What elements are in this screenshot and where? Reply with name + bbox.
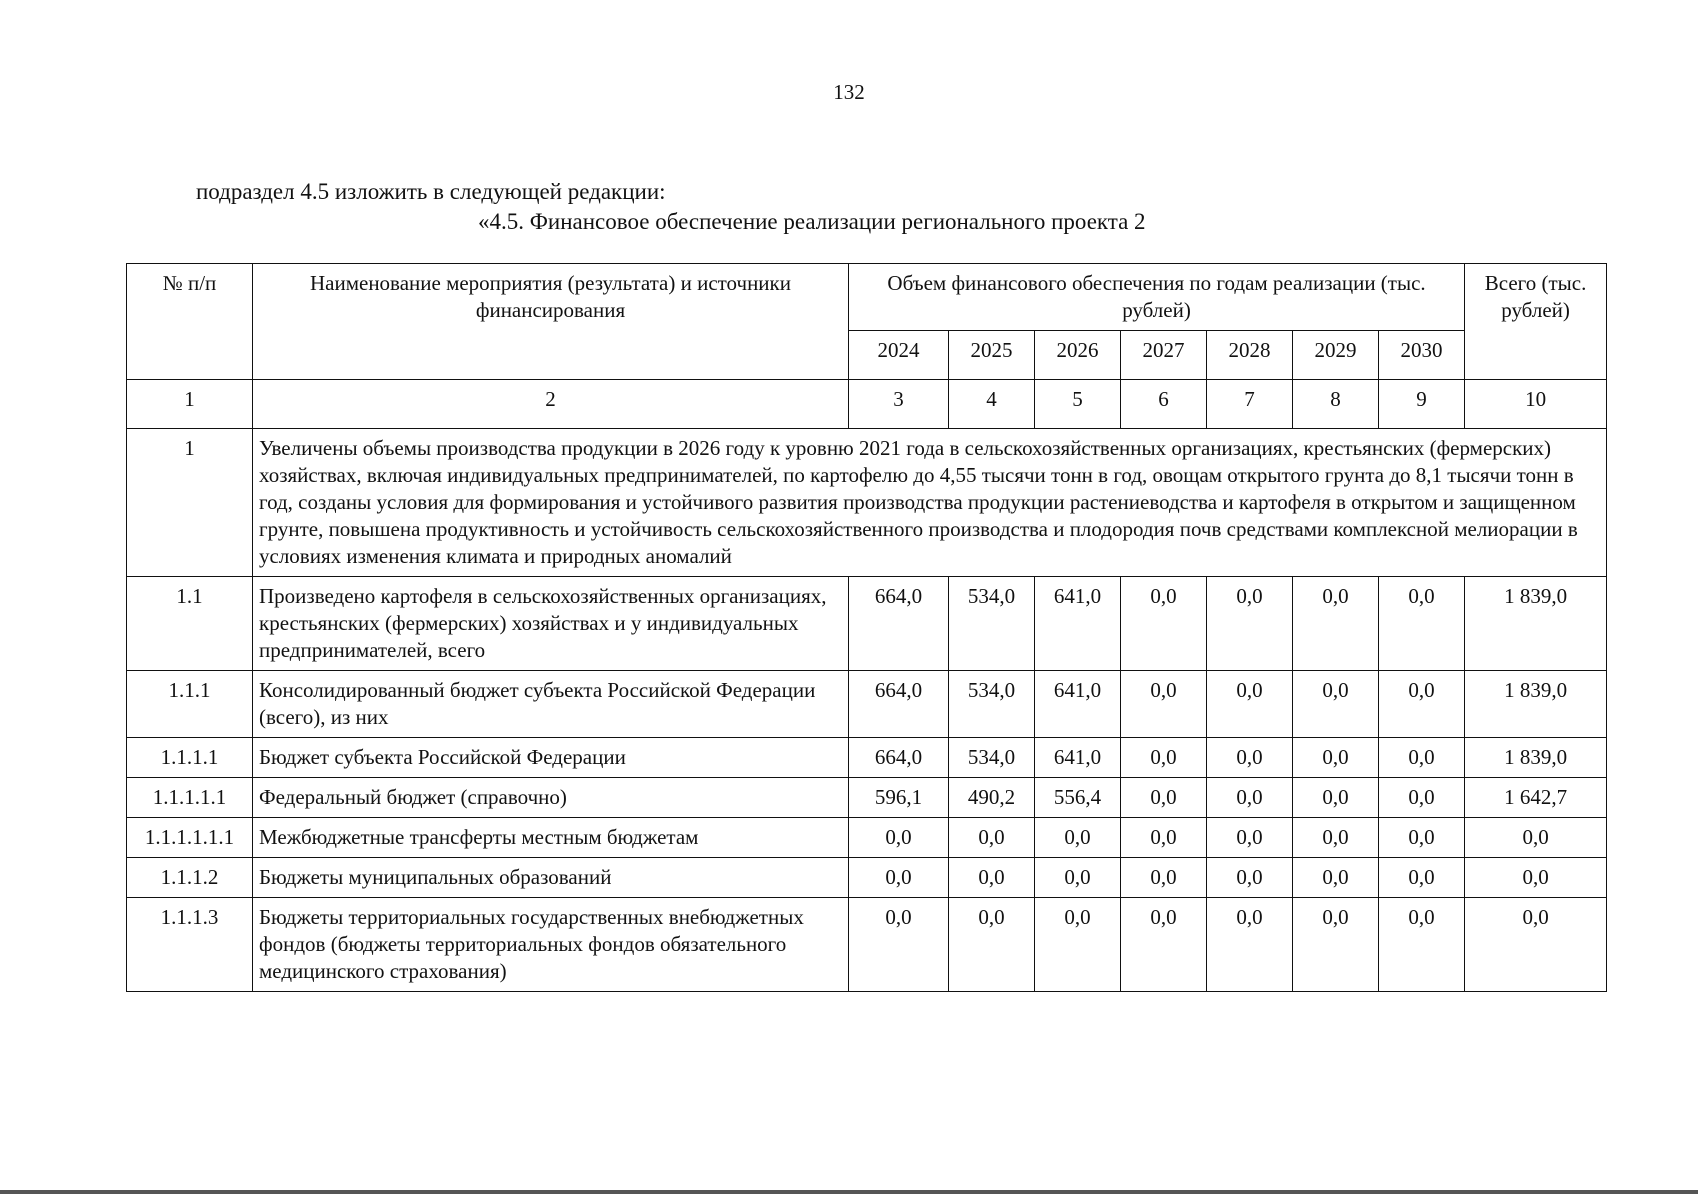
row-value: 0,0 [1379,818,1465,858]
table-row [127,818,1607,858]
row-value: 0,0 [1035,898,1121,992]
table-row [127,577,1607,671]
row-value: 0,0 [1379,577,1465,671]
row-value: 0,0 [1379,738,1465,778]
header-name: Наименование мероприятия (результата) и источники финансирования [253,264,849,380]
row-value: 0,0 [1121,577,1207,671]
row-value: 641,0 [1035,738,1121,778]
header-year: 2027 [1121,331,1207,380]
row-total: 1 839,0 [1465,671,1607,738]
row-name: Произведено картофеля в сельскохозяйственных организациях, крестьянских (фермерских) хозяйствах и у индивидуальных предпринимателей, всего [253,577,849,671]
column-number: 8 [1293,380,1379,429]
row-value: 534,0 [949,577,1035,671]
row-total: 1 642,7 [1465,778,1607,818]
row-value: 0,0 [1379,778,1465,818]
row-value: 664,0 [849,738,949,778]
row-value: 0,0 [1207,671,1293,738]
row-value: 0,0 [849,858,949,898]
row-num: 1.1.1.3 [127,898,253,992]
row-name: Бюджеты муниципальных образований [253,858,849,898]
row-value: 0,0 [1293,738,1379,778]
section-title: «4.5. Финансовое обеспечение реализации регионального проекта 2 [478,209,1146,234]
row-value: 0,0 [949,818,1035,858]
row-num: 1.1.1.1.1.1 [127,818,253,858]
row-num: 1.1.1.1.1 [127,778,253,818]
row-value: 0,0 [1293,818,1379,858]
column-number: 9 [1379,380,1465,429]
table-row [127,858,1607,898]
column-number: 6 [1121,380,1207,429]
header-year: 2030 [1379,331,1465,380]
row-value: 0,0 [1293,671,1379,738]
row-num: 1.1 [127,577,253,671]
column-numbers-row [127,380,1607,429]
header-year: 2029 [1293,331,1379,380]
result-row [127,429,1607,577]
column-number: 1 [127,380,253,429]
result-num: 1 [127,429,253,577]
row-value: 490,2 [949,778,1035,818]
row-value: 0,0 [1379,858,1465,898]
row-value: 0,0 [1293,898,1379,992]
row-total: 0,0 [1465,858,1607,898]
header-volume: Объем финансового обеспечения по годам реализации (тыс. рублей) [849,264,1465,331]
row-value: 0,0 [1121,671,1207,738]
row-value: 0,0 [1121,778,1207,818]
header-year: 2026 [1035,331,1121,380]
row-value: 0,0 [1379,898,1465,992]
header-year: 2028 [1207,331,1293,380]
row-num: 1.1.1.1 [127,738,253,778]
column-number: 3 [849,380,949,429]
table-row [127,898,1607,992]
row-value: 0,0 [1293,858,1379,898]
row-name: Межбюджетные трансферты местным бюджетам [253,818,849,858]
row-value: 664,0 [849,671,949,738]
column-number: 5 [1035,380,1121,429]
row-value: 0,0 [1121,738,1207,778]
header-year: 2025 [949,331,1035,380]
row-value: 0,0 [1121,898,1207,992]
page-number: 132 [833,80,865,104]
row-value: 0,0 [949,898,1035,992]
row-value: 0,0 [1121,858,1207,898]
row-value: 0,0 [1379,671,1465,738]
row-value: 0,0 [849,898,949,992]
column-number: 7 [1207,380,1293,429]
row-value: 0,0 [1207,818,1293,858]
row-value: 664,0 [849,577,949,671]
intro-text: подраздел 4.5 изложить в следующей редакции: [196,179,666,204]
row-num: 1.1.1 [127,671,253,738]
row-value: 556,4 [1035,778,1121,818]
header-row [127,264,1607,331]
row-value: 534,0 [949,738,1035,778]
table-row [127,671,1607,738]
row-value: 0,0 [1207,577,1293,671]
column-number: 10 [1465,380,1607,429]
row-value: 641,0 [1035,671,1121,738]
row-value: 0,0 [1207,858,1293,898]
row-value: 0,0 [1293,577,1379,671]
row-total: 0,0 [1465,898,1607,992]
row-value: 0,0 [1293,778,1379,818]
row-value: 0,0 [949,858,1035,898]
row-total: 0,0 [1465,818,1607,858]
scan-edge-line [0,1190,1698,1194]
result-text: Увеличены объемы производства продукции в 2026 году к уровню 2021 года в сельскохозяйственных организациях, крестьянских (фермерских) хозяйствах, включая индивидуальных предпринимателей, по картофелю до 4,55 тысячи тонн в год, овощам открытого грунта до 8,1 тысячи тонн в год, созданы условия для формирования и устойчивого развития производства продукции растениеводства и картофеля в открытом и защищенном грунте, повышена продуктивность и устойчивость сельскохозяйственного производства и плодородия почв средствами комплексной мелиорации в условиях изменения климата и природных аномалий [253,429,1607,577]
column-number: 4 [949,380,1035,429]
row-value: 596,1 [849,778,949,818]
financing-table [126,263,1607,992]
row-name: Федеральный бюджет (справочно) [253,778,849,818]
row-total: 1 839,0 [1465,738,1607,778]
row-value: 0,0 [1121,818,1207,858]
header-year: 2024 [849,331,949,380]
header-total: Всего (тыс. рублей) [1465,264,1607,380]
row-value: 0,0 [1207,898,1293,992]
header-num: № п/п [127,264,253,380]
row-total: 1 839,0 [1465,577,1607,671]
table-row [127,738,1607,778]
row-value: 0,0 [849,818,949,858]
row-value: 0,0 [1207,738,1293,778]
row-num: 1.1.1.2 [127,858,253,898]
row-value: 534,0 [949,671,1035,738]
row-value: 0,0 [1035,858,1121,898]
row-value: 0,0 [1207,778,1293,818]
table-row [127,778,1607,818]
row-value: 0,0 [1035,818,1121,858]
row-name: Бюджеты территориальных государственных внебюджетных фондов (бюджеты территориальных фондов обязательного медицинского страхования) [253,898,849,992]
row-name: Бюджет субъекта Российской Федерации [253,738,849,778]
row-name: Консолидированный бюджет субъекта Российской Федерации (всего), из них [253,671,849,738]
row-value: 641,0 [1035,577,1121,671]
column-number: 2 [253,380,849,429]
